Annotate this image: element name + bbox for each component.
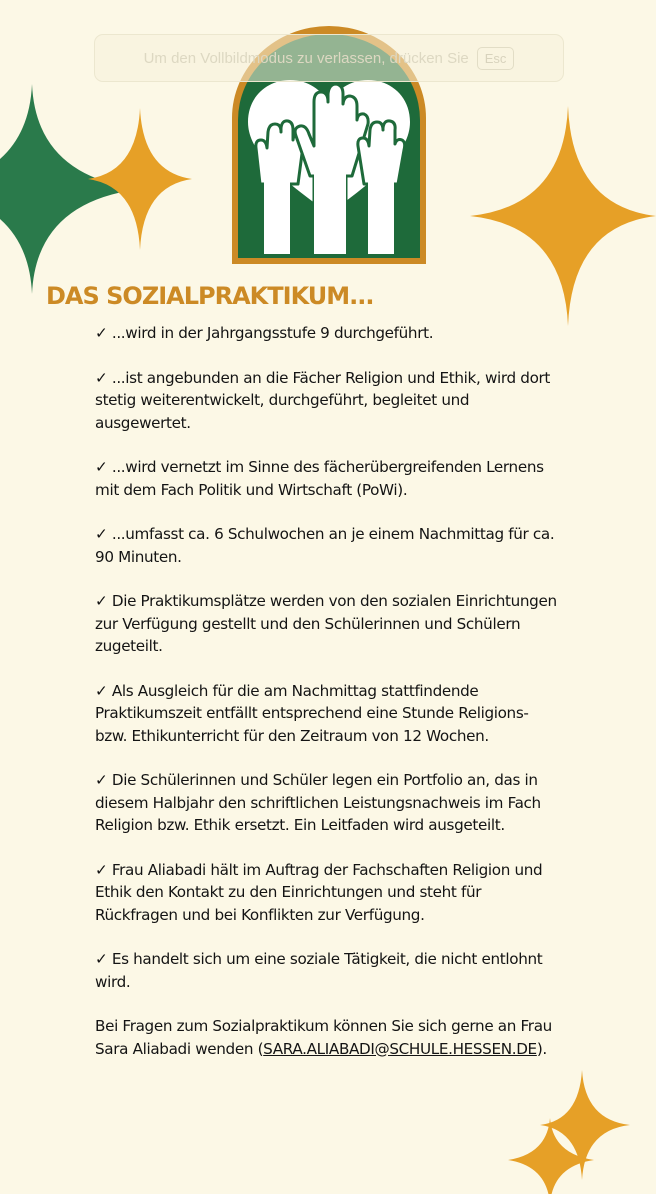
contact-text: Bei Fragen zum Sozialpraktikum können Sie sich gerne an Frau Sara Aliabadi wenden — [95, 1017, 552, 1058]
gold-star-bottom-left-icon — [508, 1118, 594, 1194]
esc-key-badge: Esc — [477, 47, 515, 70]
gold-star-small-icon — [88, 108, 192, 250]
contact-email-link[interactable]: SARA.ALIABADI@SCHULE.HESSEN.DE — [263, 1039, 537, 1058]
page-title: DAS SOZIALPRAKTIKUM... — [46, 282, 374, 310]
list-item: ✓ ...ist angebunden an die Fächer Religion und Ethik, wird dort stetig weiterentwickelt, durchgeführt, begleitet und ausgewertet. — [95, 368, 551, 432]
list-item: ✓ ...wird vernetzt im Sinne des fächerübergreifenden Lernens mit dem Fach Politik und Wirtschaft (PoWi). — [95, 458, 544, 499]
list-item: ✓ Es handelt sich um eine soziale Tätigkeit, die nicht entlohnt wird. — [95, 950, 543, 991]
gold-star-right-icon — [470, 106, 656, 326]
fullscreen-exit-hint — [94, 34, 564, 82]
list-item: ✓ ...wird in der Jahrgangsstufe 9 durchgeführt. — [95, 324, 434, 342]
list-item: ✓ Frau Aliabadi hält im Auftrag der Fachschaften Religion und Ethik den Kontakt zu den Einrichtungen und steht für Rückfragen und bei Konflikten zur Verfügung. — [95, 860, 543, 924]
list-item: ✓ Als Ausgleich für die am Nachmittag stattfindende Praktikumszeit entfällt entsprechend eine Stunde Religions- bzw. Ethikunterricht für den Zeitraum von 12 Wochen. — [95, 681, 529, 745]
contact-open-paren: ( — [257, 1039, 264, 1058]
info-list — [95, 322, 565, 1060]
contact-close-paren: ). — [536, 1039, 547, 1058]
fullscreen-hint-text: Um den Vollbildmodus zu verlassen, drücken Sie — [143, 49, 469, 67]
contact-note — [95, 1015, 565, 1060]
list-item: ✓ ...umfasst ca. 6 Schulwochen an je einem Nachmittag für ca. 90 Minuten. — [95, 525, 555, 566]
list-item: ✓ Die Schülerinnen und Schüler legen ein Portfolio an, das in diesem Halbjahr den schriftlichen Leistungsnachweis im Fach Religion bzw. Ethik ersetzt. Ein Leitfaden wird ausgeteilt. — [95, 771, 541, 834]
list-item: ✓ Die Praktikumsplätze werden von den sozialen Einrichtungen zur Verfügung gestellt und den Schülerinnen und Schülern zugeteilt. — [95, 592, 557, 655]
